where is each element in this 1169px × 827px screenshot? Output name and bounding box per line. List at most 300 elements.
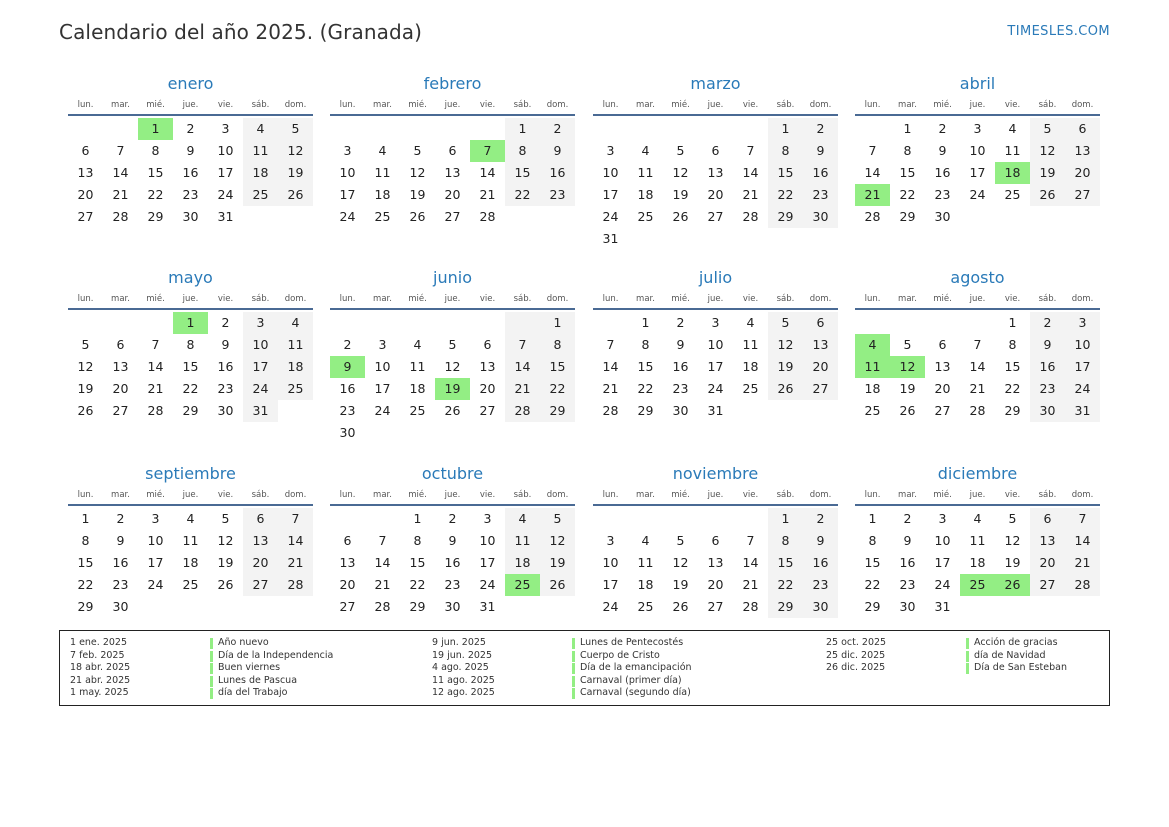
day-cell[interactable]: 13: [243, 530, 278, 552]
day-cell[interactable]: 2: [186, 121, 195, 136]
day-cell[interactable]: 24: [602, 599, 619, 614]
day-cell[interactable]: 9: [116, 533, 125, 548]
day-cell[interactable]: 18: [182, 555, 199, 570]
day-cell[interactable]: 28: [969, 403, 986, 418]
day-cell[interactable]: 10: [707, 337, 724, 352]
day-cell[interactable]: 27: [707, 599, 724, 614]
day-cell[interactable]: 18: [637, 187, 654, 202]
day-cell[interactable]: 16: [540, 162, 575, 184]
day-cell[interactable]: 7: [606, 337, 615, 352]
day-cell[interactable]: 18: [742, 359, 759, 374]
day-cell[interactable]: 16: [672, 359, 689, 374]
day-cell[interactable]: 27: [444, 209, 461, 224]
holiday-day[interactable]: 4: [855, 334, 890, 356]
day-cell[interactable]: 3: [606, 533, 615, 548]
day-cell[interactable]: 21: [1065, 552, 1100, 574]
day-cell[interactable]: 2: [803, 508, 838, 530]
day-cell[interactable]: 15: [1004, 359, 1021, 374]
day-cell[interactable]: 20: [707, 187, 724, 202]
day-cell[interactable]: 18: [409, 381, 426, 396]
day-cell[interactable]: 22: [182, 381, 199, 396]
day-cell[interactable]: 2: [938, 121, 947, 136]
day-cell[interactable]: 8: [505, 140, 540, 162]
day-cell[interactable]: 23: [934, 187, 951, 202]
day-cell[interactable]: 17: [243, 356, 278, 378]
day-cell[interactable]: 10: [217, 143, 234, 158]
day-cell[interactable]: 8: [540, 334, 575, 356]
day-cell[interactable]: 20: [934, 381, 951, 396]
day-cell[interactable]: 10: [602, 555, 619, 570]
day-cell[interactable]: 16: [934, 165, 951, 180]
day-cell[interactable]: 4: [641, 533, 650, 548]
day-cell[interactable]: 16: [444, 555, 461, 570]
day-cell[interactable]: 14: [742, 555, 759, 570]
day-cell[interactable]: 14: [505, 356, 540, 378]
day-cell[interactable]: 5: [448, 337, 457, 352]
day-cell[interactable]: 13: [707, 165, 724, 180]
holiday-day[interactable]: 25: [505, 574, 540, 596]
day-cell[interactable]: 7: [278, 508, 313, 530]
day-cell[interactable]: 18: [637, 577, 654, 592]
day-cell[interactable]: 13: [77, 165, 94, 180]
day-cell[interactable]: 21: [602, 381, 619, 396]
day-cell[interactable]: 5: [413, 143, 422, 158]
day-cell[interactable]: 24: [243, 378, 278, 400]
day-cell[interactable]: 19: [540, 552, 575, 574]
day-cell[interactable]: 10: [602, 165, 619, 180]
day-cell[interactable]: 18: [374, 187, 391, 202]
holiday-day[interactable]: 9: [330, 356, 365, 378]
day-cell[interactable]: 27: [339, 599, 356, 614]
day-cell[interactable]: 26: [278, 184, 313, 206]
day-cell[interactable]: 18: [505, 552, 540, 574]
day-cell[interactable]: 22: [540, 378, 575, 400]
day-cell[interactable]: 24: [934, 577, 951, 592]
day-cell[interactable]: 24: [602, 209, 619, 224]
day-cell[interactable]: 15: [540, 356, 575, 378]
day-cell[interactable]: 17: [217, 165, 234, 180]
day-cell[interactable]: 24: [1065, 378, 1100, 400]
day-cell[interactable]: 16: [803, 552, 838, 574]
day-cell[interactable]: 23: [444, 577, 461, 592]
day-cell[interactable]: 10: [934, 533, 951, 548]
day-cell[interactable]: 5: [221, 511, 230, 526]
day-cell[interactable]: 1: [413, 511, 422, 526]
day-cell[interactable]: 22: [637, 381, 654, 396]
holiday-day[interactable]: 7: [470, 140, 505, 162]
day-cell[interactable]: 20: [339, 577, 356, 592]
day-cell[interactable]: 14: [969, 359, 986, 374]
day-cell[interactable]: 22: [505, 184, 540, 206]
day-cell[interactable]: 30: [672, 403, 689, 418]
day-cell[interactable]: 25: [742, 381, 759, 396]
day-cell[interactable]: 28: [742, 209, 759, 224]
day-cell[interactable]: 17: [339, 187, 356, 202]
day-cell[interactable]: 21: [147, 381, 164, 396]
day-cell[interactable]: 30: [112, 599, 129, 614]
day-cell[interactable]: 12: [672, 555, 689, 570]
holiday-day[interactable]: 19: [435, 378, 470, 400]
day-cell[interactable]: 22: [899, 187, 916, 202]
day-cell[interactable]: 10: [479, 533, 496, 548]
holiday-day[interactable]: 1: [138, 118, 173, 140]
day-cell[interactable]: 11: [374, 165, 391, 180]
day-cell[interactable]: 1: [641, 315, 650, 330]
day-cell[interactable]: 8: [641, 337, 650, 352]
day-cell[interactable]: 23: [112, 577, 129, 592]
day-cell[interactable]: 14: [278, 530, 313, 552]
day-cell[interactable]: 8: [868, 533, 877, 548]
day-cell[interactable]: 31: [243, 400, 278, 422]
day-cell[interactable]: 19: [77, 381, 94, 396]
day-cell[interactable]: 13: [1030, 530, 1065, 552]
day-cell[interactable]: 11: [409, 359, 426, 374]
day-cell[interactable]: 19: [217, 555, 234, 570]
day-cell[interactable]: 9: [540, 140, 575, 162]
day-cell[interactable]: 5: [540, 508, 575, 530]
day-cell[interactable]: 31: [602, 231, 619, 246]
day-cell[interactable]: 17: [934, 555, 951, 570]
day-cell[interactable]: 19: [409, 187, 426, 202]
day-cell[interactable]: 21: [742, 577, 759, 592]
day-cell[interactable]: 4: [973, 511, 982, 526]
day-cell[interactable]: 8: [151, 143, 160, 158]
day-cell[interactable]: 30: [803, 206, 838, 228]
day-cell[interactable]: 26: [1030, 184, 1065, 206]
day-cell[interactable]: 1: [903, 121, 912, 136]
day-cell[interactable]: 28: [1065, 574, 1100, 596]
day-cell[interactable]: 2: [116, 511, 125, 526]
day-cell[interactable]: 26: [540, 574, 575, 596]
holiday-day[interactable]: 11: [855, 356, 890, 378]
day-cell[interactable]: 9: [938, 143, 947, 158]
day-cell[interactable]: 11: [182, 533, 199, 548]
holiday-day[interactable]: 26: [995, 574, 1030, 596]
day-cell[interactable]: 16: [182, 165, 199, 180]
holiday-day[interactable]: 1: [173, 312, 208, 334]
day-cell[interactable]: 18: [864, 381, 881, 396]
day-cell[interactable]: 15: [147, 165, 164, 180]
day-cell[interactable]: 15: [182, 359, 199, 374]
day-cell[interactable]: 7: [1065, 508, 1100, 530]
day-cell[interactable]: 18: [278, 356, 313, 378]
day-cell[interactable]: 9: [221, 337, 230, 352]
day-cell[interactable]: 25: [409, 403, 426, 418]
day-cell[interactable]: 23: [182, 187, 199, 202]
day-cell[interactable]: 8: [413, 533, 422, 548]
day-cell[interactable]: 15: [768, 552, 803, 574]
day-cell[interactable]: 23: [803, 184, 838, 206]
day-cell[interactable]: 20: [707, 577, 724, 592]
day-cell[interactable]: 1: [868, 511, 877, 526]
day-cell[interactable]: 14: [147, 359, 164, 374]
day-cell[interactable]: 5: [1008, 511, 1017, 526]
day-cell[interactable]: 7: [505, 334, 540, 356]
day-cell[interactable]: 2: [903, 511, 912, 526]
day-cell[interactable]: 12: [444, 359, 461, 374]
day-cell[interactable]: 22: [768, 574, 803, 596]
day-cell[interactable]: 28: [479, 209, 496, 224]
day-cell[interactable]: 23: [217, 381, 234, 396]
day-cell[interactable]: 20: [112, 381, 129, 396]
day-cell[interactable]: 18: [243, 162, 278, 184]
day-cell[interactable]: 20: [479, 381, 496, 396]
day-cell[interactable]: 26: [672, 599, 689, 614]
day-cell[interactable]: 20: [77, 187, 94, 202]
day-cell[interactable]: 5: [278, 118, 313, 140]
day-cell[interactable]: 7: [746, 533, 755, 548]
day-cell[interactable]: 3: [221, 121, 230, 136]
day-cell[interactable]: 16: [112, 555, 129, 570]
day-cell[interactable]: 17: [707, 359, 724, 374]
day-cell[interactable]: 14: [479, 165, 496, 180]
day-cell[interactable]: 3: [711, 315, 720, 330]
day-cell[interactable]: 17: [1065, 356, 1100, 378]
day-cell[interactable]: 4: [186, 511, 195, 526]
day-cell[interactable]: 28: [112, 209, 129, 224]
day-cell[interactable]: 24: [339, 209, 356, 224]
day-cell[interactable]: 26: [672, 209, 689, 224]
day-cell[interactable]: 24: [969, 187, 986, 202]
day-cell[interactable]: 24: [374, 403, 391, 418]
day-cell[interactable]: 28: [864, 209, 881, 224]
day-cell[interactable]: 13: [934, 359, 951, 374]
day-cell[interactable]: 4: [641, 143, 650, 158]
day-cell[interactable]: 8: [903, 143, 912, 158]
day-cell[interactable]: 28: [374, 599, 391, 614]
day-cell[interactable]: 3: [973, 121, 982, 136]
day-cell[interactable]: 5: [676, 143, 685, 158]
day-cell[interactable]: 25: [637, 599, 654, 614]
day-cell[interactable]: 2: [676, 315, 685, 330]
day-cell[interactable]: 1: [505, 118, 540, 140]
day-cell[interactable]: 6: [81, 143, 90, 158]
day-cell[interactable]: 23: [803, 574, 838, 596]
day-cell[interactable]: 24: [217, 187, 234, 202]
day-cell[interactable]: 25: [182, 577, 199, 592]
day-cell[interactable]: 30: [899, 599, 916, 614]
day-cell[interactable]: 6: [483, 337, 492, 352]
day-cell[interactable]: 30: [217, 403, 234, 418]
day-cell[interactable]: 8: [1008, 337, 1017, 352]
day-cell[interactable]: 21: [374, 577, 391, 592]
day-cell[interactable]: 14: [374, 555, 391, 570]
day-cell[interactable]: 9: [903, 533, 912, 548]
day-cell[interactable]: 5: [768, 312, 803, 334]
day-cell[interactable]: 14: [864, 165, 881, 180]
day-cell[interactable]: 25: [1004, 187, 1021, 202]
day-cell[interactable]: 11: [637, 165, 654, 180]
day-cell[interactable]: 6: [448, 143, 457, 158]
day-cell[interactable]: 31: [479, 599, 496, 614]
day-cell[interactable]: 12: [409, 165, 426, 180]
day-cell[interactable]: 26: [409, 209, 426, 224]
holiday-day[interactable]: 21: [855, 184, 890, 206]
day-cell[interactable]: 21: [969, 381, 986, 396]
day-cell[interactable]: 17: [602, 577, 619, 592]
day-cell[interactable]: 5: [1030, 118, 1065, 140]
day-cell[interactable]: 6: [1065, 118, 1100, 140]
day-cell[interactable]: 20: [243, 552, 278, 574]
day-cell[interactable]: 19: [1004, 555, 1021, 570]
day-cell[interactable]: 24: [147, 577, 164, 592]
day-cell[interactable]: 2: [540, 118, 575, 140]
day-cell[interactable]: 30: [803, 596, 838, 618]
day-cell[interactable]: 26: [444, 403, 461, 418]
day-cell[interactable]: 29: [409, 599, 426, 614]
day-cell[interactable]: 29: [768, 596, 803, 618]
day-cell[interactable]: 2: [1030, 312, 1065, 334]
day-cell[interactable]: 30: [339, 425, 356, 440]
day-cell[interactable]: 23: [899, 577, 916, 592]
day-cell[interactable]: 1: [1008, 315, 1017, 330]
day-cell[interactable]: 17: [969, 165, 986, 180]
day-cell[interactable]: 16: [1030, 356, 1065, 378]
day-cell[interactable]: 28: [742, 599, 759, 614]
day-cell[interactable]: 22: [1004, 381, 1021, 396]
day-cell[interactable]: 29: [182, 403, 199, 418]
day-cell[interactable]: 31: [707, 403, 724, 418]
day-cell[interactable]: 7: [868, 143, 877, 158]
day-cell[interactable]: 12: [1004, 533, 1021, 548]
day-cell[interactable]: 10: [339, 165, 356, 180]
day-cell[interactable]: 25: [864, 403, 881, 418]
day-cell[interactable]: 10: [374, 359, 391, 374]
day-cell[interactable]: 3: [483, 511, 492, 526]
day-cell[interactable]: 3: [378, 337, 387, 352]
day-cell[interactable]: 21: [742, 187, 759, 202]
day-cell[interactable]: 22: [409, 577, 426, 592]
day-cell[interactable]: 23: [1030, 378, 1065, 400]
day-cell[interactable]: 27: [934, 403, 951, 418]
day-cell[interactable]: 7: [151, 337, 160, 352]
day-cell[interactable]: 5: [81, 337, 90, 352]
day-cell[interactable]: 13: [444, 165, 461, 180]
day-cell[interactable]: 27: [1065, 184, 1100, 206]
day-cell[interactable]: 21: [112, 187, 129, 202]
day-cell[interactable]: 11: [505, 530, 540, 552]
day-cell[interactable]: 6: [803, 312, 838, 334]
day-cell[interactable]: 12: [1030, 140, 1065, 162]
day-cell[interactable]: 3: [606, 143, 615, 158]
day-cell[interactable]: 4: [378, 143, 387, 158]
day-cell[interactable]: 1: [81, 511, 90, 526]
day-cell[interactable]: 8: [768, 530, 803, 552]
day-cell[interactable]: 26: [768, 378, 803, 400]
day-cell[interactable]: 19: [672, 187, 689, 202]
day-cell[interactable]: 15: [409, 555, 426, 570]
day-cell[interactable]: 4: [243, 118, 278, 140]
day-cell[interactable]: 16: [217, 359, 234, 374]
day-cell[interactable]: 1: [768, 118, 803, 140]
day-cell[interactable]: 6: [1030, 508, 1065, 530]
day-cell[interactable]: 7: [116, 143, 125, 158]
day-cell[interactable]: 6: [116, 337, 125, 352]
day-cell[interactable]: 27: [1030, 574, 1065, 596]
day-cell[interactable]: 20: [1065, 162, 1100, 184]
day-cell[interactable]: 4: [1008, 121, 1017, 136]
day-cell[interactable]: 4: [505, 508, 540, 530]
day-cell[interactable]: 13: [339, 555, 356, 570]
day-cell[interactable]: 29: [540, 400, 575, 422]
day-cell[interactable]: 14: [742, 165, 759, 180]
day-cell[interactable]: 15: [505, 162, 540, 184]
day-cell[interactable]: 5: [903, 337, 912, 352]
day-cell[interactable]: 15: [768, 162, 803, 184]
day-cell[interactable]: 22: [147, 187, 164, 202]
day-cell[interactable]: 11: [637, 555, 654, 570]
day-cell[interactable]: 1: [768, 508, 803, 530]
day-cell[interactable]: 18: [969, 555, 986, 570]
day-cell[interactable]: 14: [1065, 530, 1100, 552]
day-cell[interactable]: 17: [479, 555, 496, 570]
day-cell[interactable]: 29: [637, 403, 654, 418]
day-cell[interactable]: 2: [803, 118, 838, 140]
day-cell[interactable]: 10: [1065, 334, 1100, 356]
day-cell[interactable]: 19: [672, 577, 689, 592]
day-cell[interactable]: 12: [217, 533, 234, 548]
day-cell[interactable]: 29: [768, 206, 803, 228]
day-cell[interactable]: 20: [444, 187, 461, 202]
day-cell[interactable]: 6: [938, 337, 947, 352]
day-cell[interactable]: 11: [278, 334, 313, 356]
day-cell[interactable]: 31: [217, 209, 234, 224]
day-cell[interactable]: 7: [746, 143, 755, 158]
day-cell[interactable]: 3: [1065, 312, 1100, 334]
day-cell[interactable]: 25: [374, 209, 391, 224]
day-cell[interactable]: 10: [969, 143, 986, 158]
day-cell[interactable]: 6: [711, 143, 720, 158]
day-cell[interactable]: 12: [540, 530, 575, 552]
day-cell[interactable]: 10: [243, 334, 278, 356]
day-cell[interactable]: 2: [221, 315, 230, 330]
day-cell[interactable]: 26: [217, 577, 234, 592]
day-cell[interactable]: 25: [243, 184, 278, 206]
day-cell[interactable]: 27: [77, 209, 94, 224]
day-cell[interactable]: 4: [413, 337, 422, 352]
day-cell[interactable]: 11: [969, 533, 986, 548]
day-cell[interactable]: 23: [339, 403, 356, 418]
day-cell[interactable]: 29: [77, 599, 94, 614]
day-cell[interactable]: 4: [746, 315, 755, 330]
day-cell[interactable]: 13: [1065, 140, 1100, 162]
day-cell[interactable]: 27: [479, 403, 496, 418]
day-cell[interactable]: 7: [973, 337, 982, 352]
day-cell[interactable]: 27: [112, 403, 129, 418]
day-cell[interactable]: 28: [147, 403, 164, 418]
day-cell[interactable]: 8: [81, 533, 90, 548]
day-cell[interactable]: 19: [899, 381, 916, 396]
day-cell[interactable]: 9: [803, 530, 838, 552]
day-cell[interactable]: 29: [864, 599, 881, 614]
day-cell[interactable]: 13: [112, 359, 129, 374]
day-cell[interactable]: 21: [505, 378, 540, 400]
day-cell[interactable]: 19: [768, 356, 803, 378]
day-cell[interactable]: 10: [147, 533, 164, 548]
day-cell[interactable]: 13: [803, 334, 838, 356]
day-cell[interactable]: 30: [444, 599, 461, 614]
day-cell[interactable]: 23: [672, 381, 689, 396]
day-cell[interactable]: 15: [77, 555, 94, 570]
day-cell[interactable]: 27: [243, 574, 278, 596]
day-cell[interactable]: 24: [479, 577, 496, 592]
day-cell[interactable]: 3: [243, 312, 278, 334]
day-cell[interactable]: 20: [1030, 552, 1065, 574]
holiday-day[interactable]: 18: [995, 162, 1030, 184]
day-cell[interactable]: 12: [77, 359, 94, 374]
day-cell[interactable]: 25: [637, 209, 654, 224]
day-cell[interactable]: 6: [243, 508, 278, 530]
